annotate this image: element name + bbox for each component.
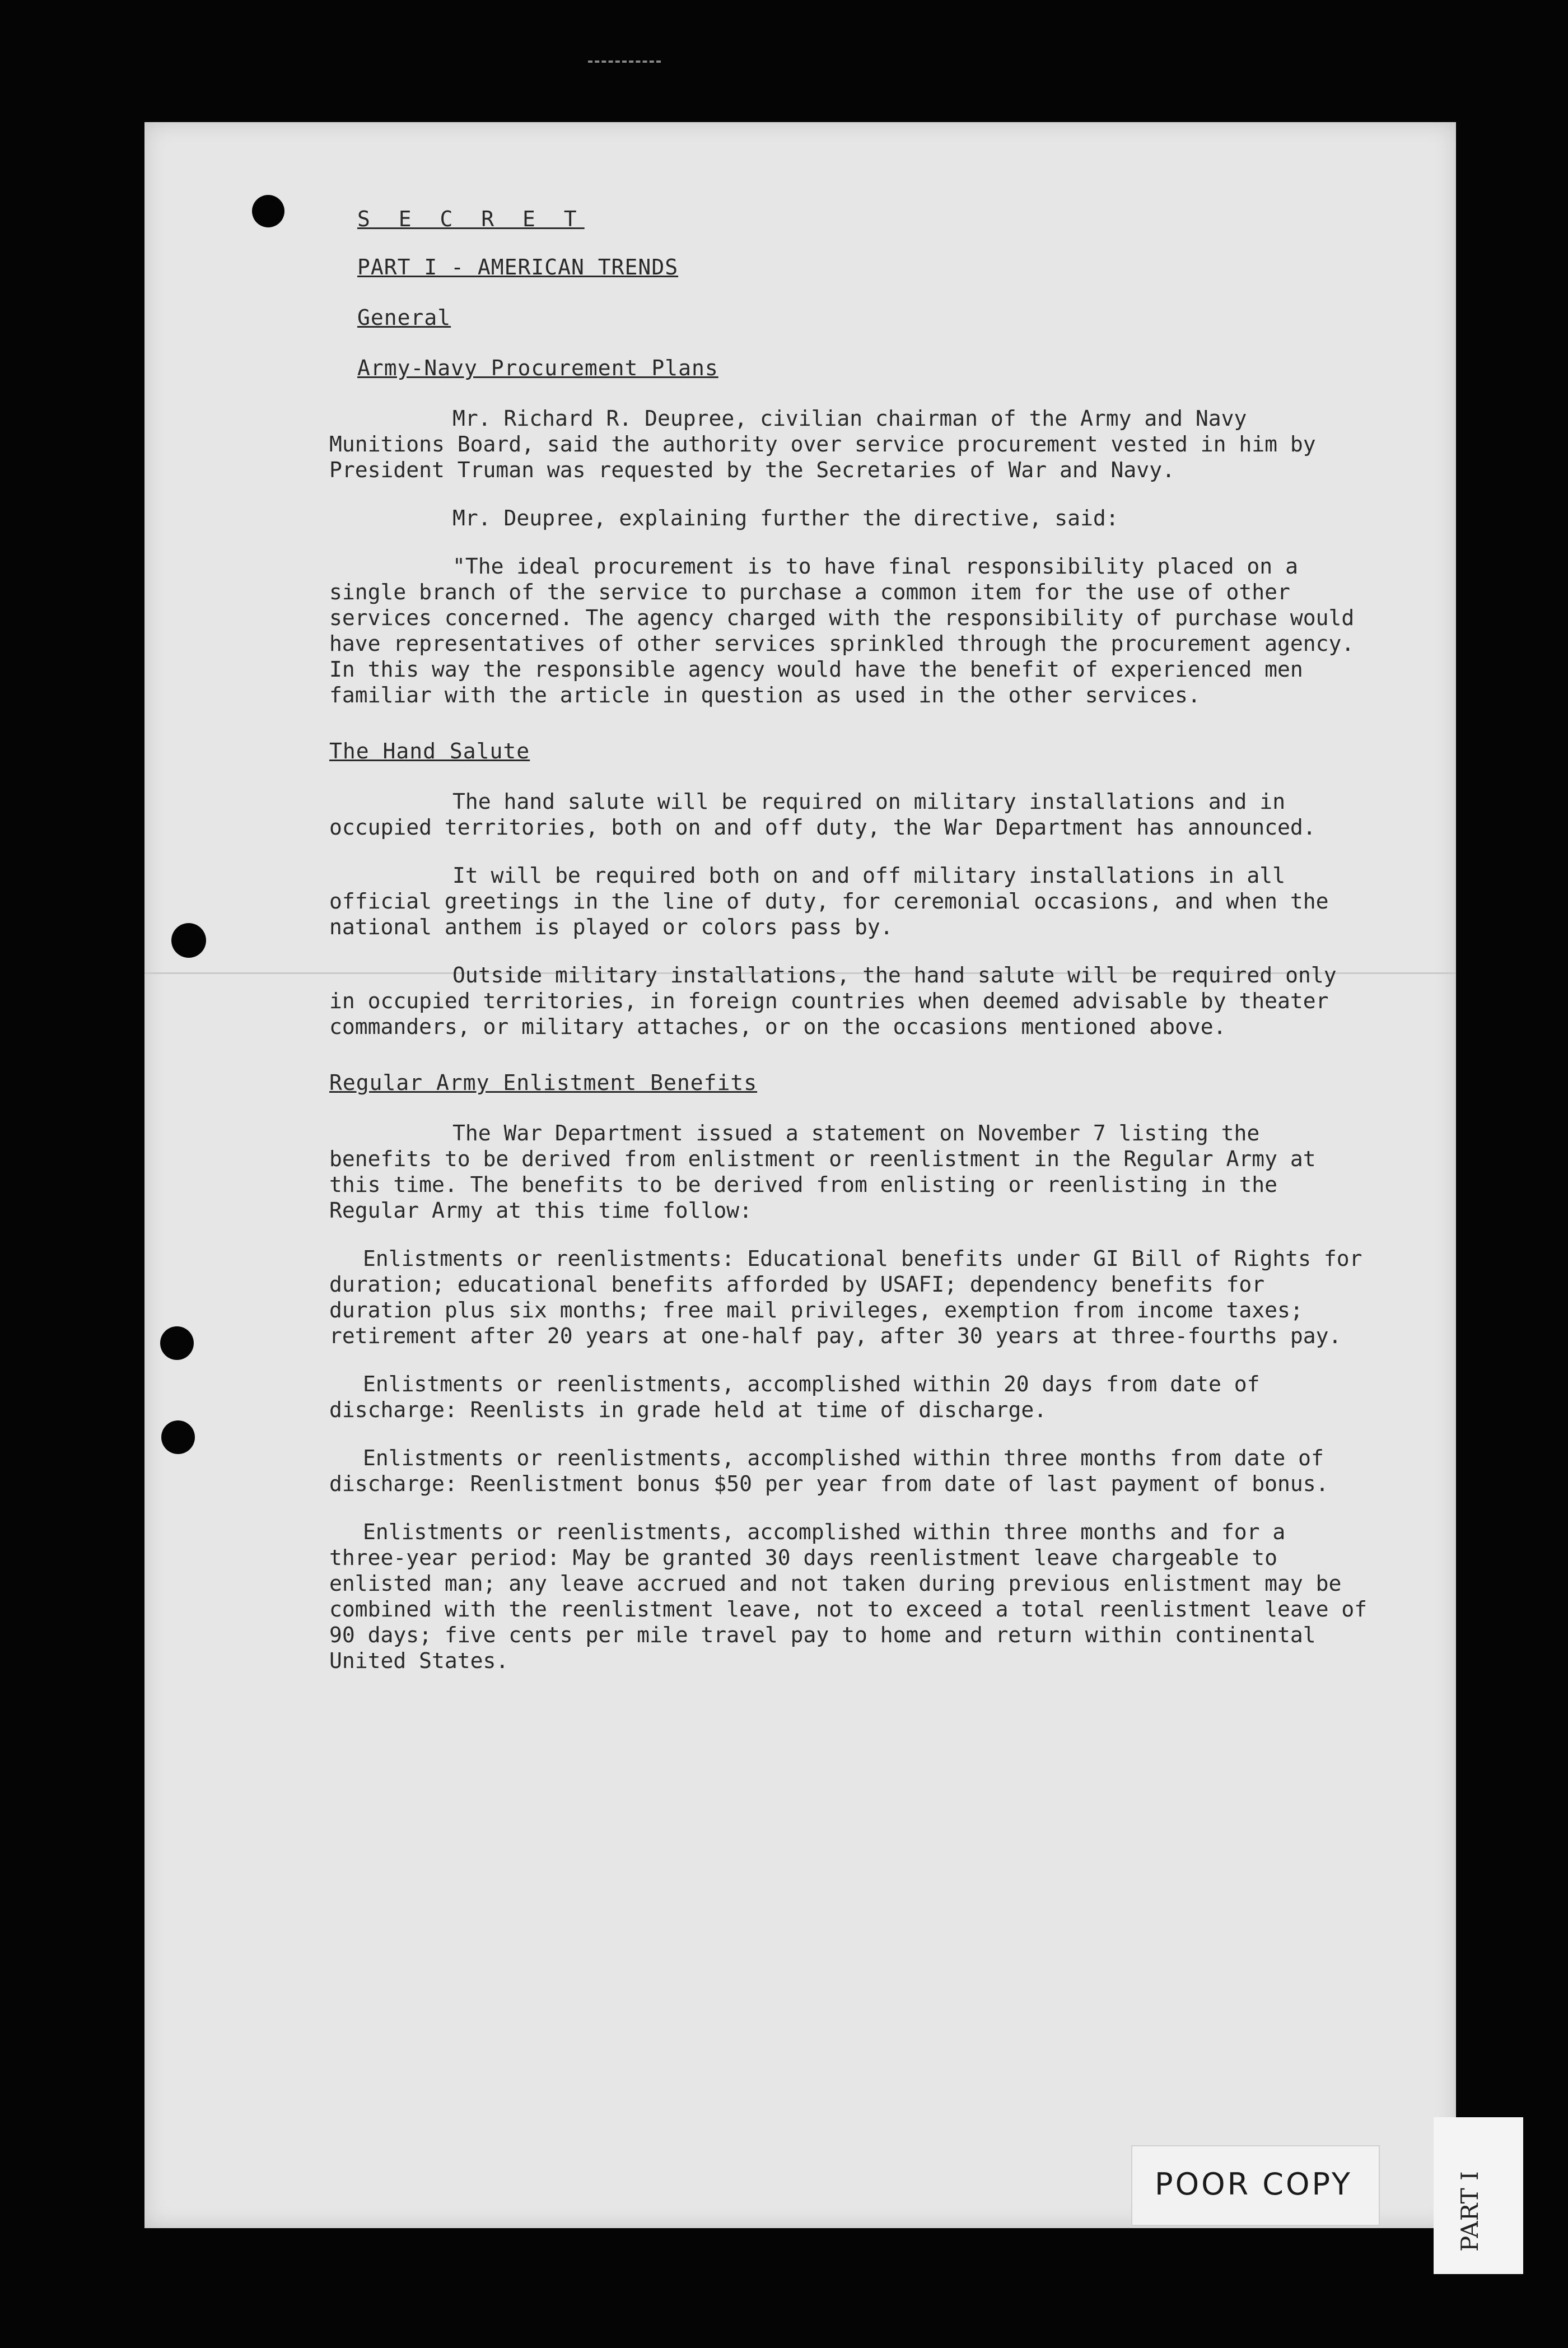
section-heading-procurement: Army-Navy Procurement Plans <box>357 356 718 380</box>
part-tab <box>1434 2117 1523 2274</box>
punch-hole-middle <box>171 923 206 958</box>
quote-paragraph: "The ideal procurement is to have final responsibility placed on a single branch of the service to purchase a common item for the use of other services concerned. The agency charged with the responsibility of purchase would have representatives of other services sprinkled through the procurement agency. In this way the responsible agency would have the benefit of experienced men familiar with the article in question as used in the other services. <box>329 554 1355 707</box>
document-page <box>144 122 1456 2228</box>
paragraph: Enlistments or reenlistments, accomplished within 20 days from date of discharge: Reenlists in grade held at time of discharge. <box>329 1372 1260 1422</box>
paragraph: The War Department issued a statement on November 7 listing the benefits to be derived from enlistment or reenlistment in the Regular Army at this time. The benefits to be derived from enlisting or reenlisting in the Regular Army at this time follow: <box>329 1121 1316 1223</box>
paragraph: Enlistments or reenlistments, accomplished within three months from date of discharge: Reenlistment bonus $50 per year from date of last payment of bonus. <box>329 1446 1329 1496</box>
section-heading-enlistment: Regular Army Enlistment Benefits <box>329 1070 758 1095</box>
edge-mark <box>588 60 661 66</box>
poor-copy-stamp <box>1131 2145 1380 2226</box>
paragraph: Mr. Richard R. Deupree, civilian chairman of the Army and Navy Munitions Board, said the authority over service procurement vested in him by President Truman was requested by the Secretaries of War and Navy. <box>329 406 1316 482</box>
general-heading: General <box>357 305 451 330</box>
punch-hole-top <box>252 195 284 227</box>
paragraph: It will be required both on and off military installations in all official greetings in the line of duty, for ceremonial occasions, and when the national anthem is played or colors pass by. <box>329 863 1329 939</box>
paragraph: Mr. Deupree, explaining further the directive, said: <box>452 506 1119 530</box>
paragraph: The hand salute will be required on military installations and in occupied territories, both on and off duty, the War Department has announced. <box>329 789 1316 840</box>
part-heading: PART I - AMERICAN TRENDS <box>357 255 679 279</box>
document-body <box>329 206 1371 1696</box>
punch-hole-lower-1 <box>160 1326 194 1360</box>
section-heading-hand-salute: The Hand Salute <box>329 739 530 763</box>
paragraph: Enlistments or reenlistments: Educational benefits under GI Bill of Rights for duration; educational benefits afforded by USAFI; dependency benefits for duration plus six months; free mail privileges, exemption from income taxes; retirement after 20 years at one-half pay, after 30 years at three-fourths pay. <box>329 1246 1362 1348</box>
poor-copy-label: POOR COPY <box>1155 2167 1352 2202</box>
part-tab-label: PART I <box>1456 2171 1483 2252</box>
classification-heading: S E C R E T <box>357 207 585 231</box>
paragraph: Enlistments or reenlistments, accomplished within three months and for a three-year period: May be granted 30 days reenlistment leave chargeable to enlisted man; any leave accrued and not taken during previous enlistment may be combined with the reenlistment leave, not to exceed a total reenlistment leave of 90 days; five cents per mile travel pay to home and return within continental United States. <box>329 1520 1368 1673</box>
punch-hole-lower-2 <box>161 1420 195 1454</box>
paragraph: Outside military installations, the hand salute will be required only in occupied territories, in foreign countries when deemed advisable by theater commanders, or military attaches, or on the occasions mentioned above. <box>329 963 1337 1039</box>
